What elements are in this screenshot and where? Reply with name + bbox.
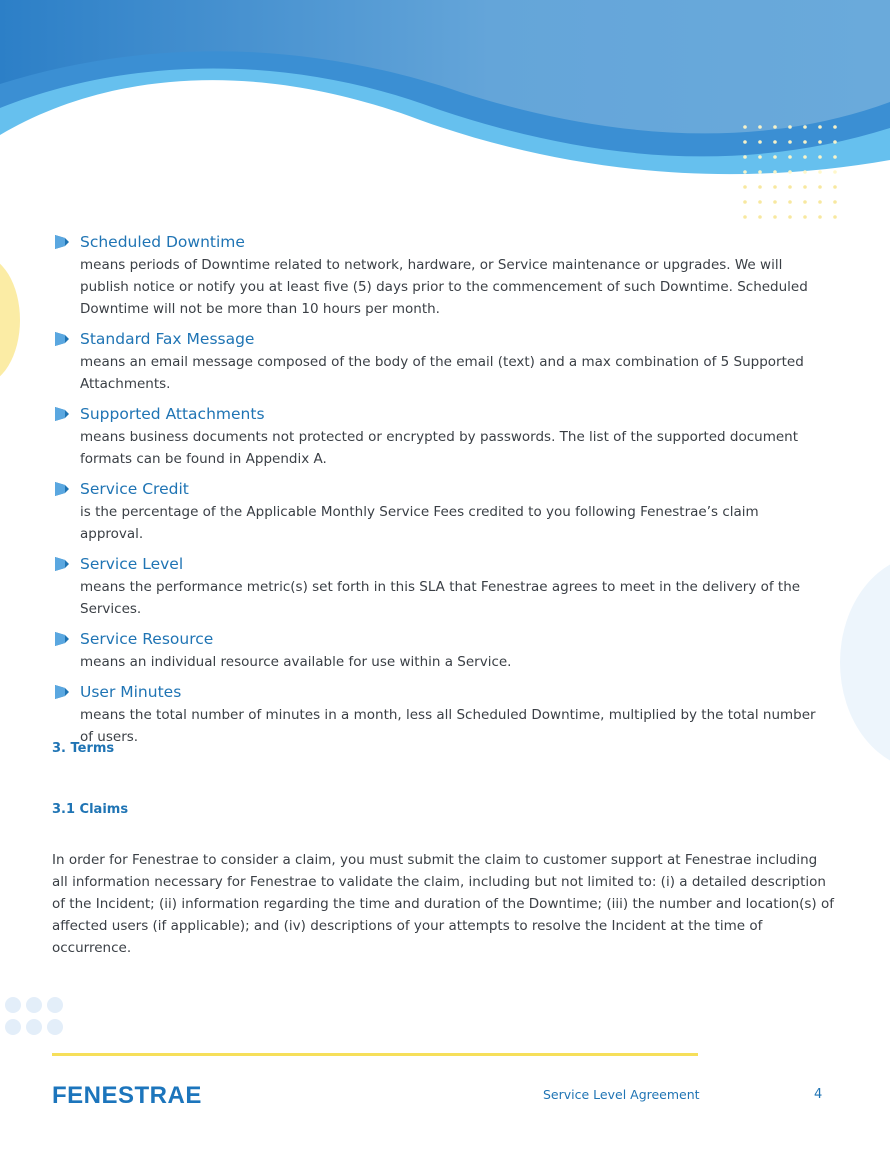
header-wave-decoration: [0, 0, 890, 240]
definition-term: Service Credit: [80, 480, 189, 498]
company-logo: FENESTRAE: [52, 1082, 202, 1109]
chevron-flag-icon: [54, 406, 70, 422]
bottom-dots-decoration: [0, 992, 70, 1042]
definition-item: [52, 327, 822, 395]
chevron-flag-icon: [54, 556, 70, 572]
chevron-flag-icon: [54, 684, 70, 700]
footer-divider: [52, 1053, 698, 1056]
definition-term: User Minutes: [80, 683, 182, 701]
definitions-list: [52, 230, 822, 755]
definition-item: [52, 477, 822, 545]
yellow-circle-decoration: [0, 255, 20, 385]
definition-item: [52, 680, 822, 748]
definition-description: means an email message composed of the body of the email (text) and a max combination of 5 Supported Attachments.: [80, 354, 804, 392]
definition-description: means business documents not protected or encrypted by passwords. The list of the supported document formats can be found in Appendix A.: [80, 429, 799, 467]
definition-term: Service Resource: [80, 630, 214, 648]
definition-term: Scheduled Downtime: [80, 233, 245, 251]
definition-item: [52, 552, 822, 620]
definition-description: means an individual resource available for use within a Service.: [80, 654, 512, 670]
definition-item: [52, 627, 822, 673]
definition-description: means the total number of minutes in a month, less all Scheduled Downtime, multiplied by the total number of users.: [80, 707, 816, 745]
definition-term: Standard Fax Message: [80, 330, 255, 348]
definition-item: [52, 402, 822, 470]
chevron-flag-icon: [54, 631, 70, 647]
definition-description: is the percentage of the Applicable Monthly Service Fees credited to you following Fenestrae’s claim approval.: [80, 504, 759, 542]
chevron-flag-icon: [54, 234, 70, 250]
claims-paragraph: In order for Fenestrae to consider a claim, you must submit the claim to customer support at Fenestrae including all information necessary for Fenestrae to validate the claim, including but not limited to: (i) a detailed description of the Incident; (ii) information regarding the time and duration of the Downtime; (iii) the number and location(s) of affected users (if applicable); and (iv) descriptions of your attempts to resolve the Incident at the time of occurrence.: [52, 852, 835, 956]
page-number: 4: [814, 1087, 823, 1102]
chevron-flag-icon: [54, 481, 70, 497]
terms-heading: 3. Terms: [52, 741, 115, 756]
definition-description: means the performance metric(s) set forth in this SLA that Fenestrae agrees to meet in the delivery of the Services.: [80, 579, 801, 617]
blue-circle-decoration: [840, 555, 890, 770]
chevron-flag-icon: [54, 331, 70, 347]
footer-document-title: Service Level Agreement: [543, 1087, 700, 1102]
claims-heading: 3.1 Claims: [52, 802, 129, 817]
definition-term: Supported Attachments: [80, 405, 265, 423]
definition-description: means periods of Downtime related to network, hardware, or Service maintenance or upgrades. We will publish notice or notify you at least five (5) days prior to the commencement of such Downtime. Scheduled Downtime will not be more than 10 hours per month.: [80, 257, 808, 317]
definition-item: [52, 230, 822, 320]
definition-term: Service Level: [80, 555, 184, 573]
